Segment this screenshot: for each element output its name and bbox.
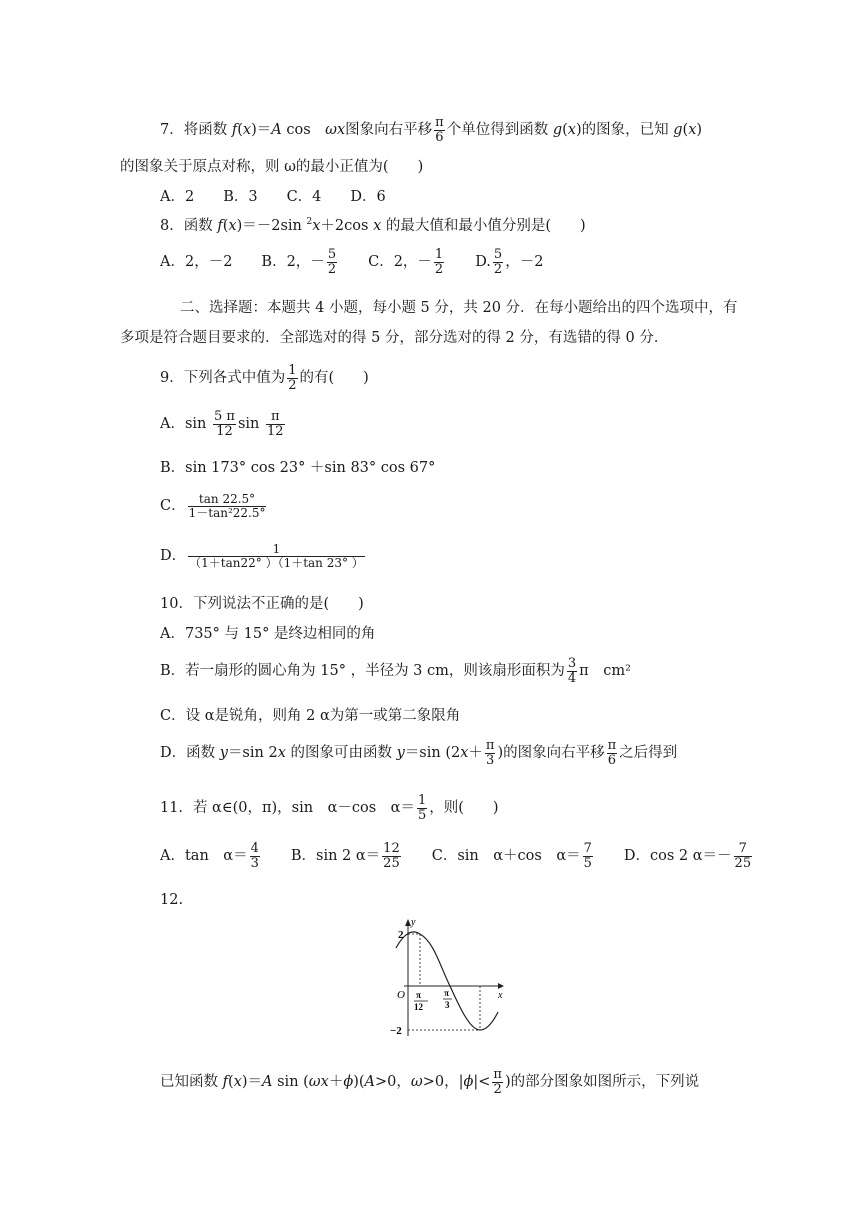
tick-pi-3-den: 3 [445, 1000, 450, 1010]
section2-header-line1: 二、选择题：本题共 4 小题，每小题 5 分，共 20 分．在每小题给出的四个选项中，有 [180, 300, 738, 316]
q12-stem: 已知函数 f(x)＝A sin (ωx＋ϕ)(A>0，ω>0，|ϕ|< $\frac{\pi}{2}$ )的部分图象如图所示，下列说 [160, 1067, 700, 1097]
q8-options: A．2，－2 B．2，－ $\frac{5}{2}$ C．2，－ $\frac{1}{2}$ D. $\frac{5}{2}$ ，－2 [160, 247, 544, 277]
q10-option-c: C．设 α是锐角，则角 2 α为第一或第二象限角 [160, 708, 461, 724]
x-axis-label: x [498, 990, 503, 1001]
fraction-pi-6: $\frac{\pi}{6}$ [435, 115, 444, 145]
q9-option-a: A．sin $\frac{5 \pi}{12}$ sin $\frac{\pi}{12}$ [160, 409, 284, 439]
sine-curve [396, 932, 498, 1030]
q9-stem: 9．下列各式中值为 $\frac{1}{2}$ 的有( ) [160, 363, 369, 393]
y-min-label: −2 [390, 1025, 402, 1037]
q9-option-d: D． $\frac{1}{(1+\tan 22^\circ )(1+\tan 23^\circ )}$ [160, 542, 364, 570]
y-axis-label: y [411, 917, 416, 928]
q10-option-d: D．函数 y＝sin 2x 的图象可由函数 y＝sin (2x＋ $\frac{\pi}{3}$ )的图象向右平移 $\frac{\pi}{6}$ 之后得到 [160, 738, 678, 768]
q8-stem: 8．函数 f(x)＝－2sin $^2$x＋2cos x 的最大值和最小值分别是( ) [160, 217, 586, 234]
tick-pi-12-num: π [416, 990, 421, 1000]
q10-stem: 10．下列说法不正确的是( ) [160, 596, 364, 612]
q10-option-b: B．若一扇形的圆心角为 15° ，半径为 3 cm，则该扇形面积为 $\frac{3}{4}$ π cm² [160, 656, 631, 686]
q9-option-c: C． $\frac{\tan 22.5^\circ}{\text{1－tan²22.5°}}$ [160, 492, 266, 520]
tick-pi-12-den: 12 [414, 1002, 423, 1012]
q10-option-a: A．735° 与 15° 是终边相同的角 [160, 626, 376, 642]
section2-header-line2: 多项是符合题目要求的．全部选对的得 5 分，部分选对的得 2 分，有选错的得 0 分． [120, 330, 669, 346]
y-max-label: 2 [398, 929, 404, 941]
q7-stem: 7．将函数 f(x)＝A cos ωx图象向右平移 $\frac{\pi}{6}$ 个单位得到函数 g(x)的图象，已知 g(x) [160, 115, 703, 145]
x-axis-arrow [498, 983, 504, 989]
tick-pi-3-num: π [444, 988, 449, 998]
q11-stem: 11．若 α∈(0，π)，sin α－cos α＝ $\frac{1}{5}$ ，则( ) [160, 793, 499, 823]
q9-option-b: B．sin 173° cos 23° ＋sin 83° cos 67° [160, 460, 436, 476]
q7-stem-line2: 的图象关于原点对称，则 ω的最小正值为( ) [120, 159, 424, 175]
q11-options: A．tan α＝ $\frac{4}{3}$ B．sin 2 α＝ $\frac{12}{25}$ C．sin α＋cos α＝ $\frac{7}{5}$ D．cos 2 α＝－ $\frac{7}{25}$ [160, 841, 752, 871]
q7-options: A．2 B．3 C．4 D．6 [160, 189, 386, 205]
sine-graph-figure [390, 916, 510, 1042]
origin-label: O [397, 989, 405, 1001]
q12-number: 12. [160, 892, 184, 908]
